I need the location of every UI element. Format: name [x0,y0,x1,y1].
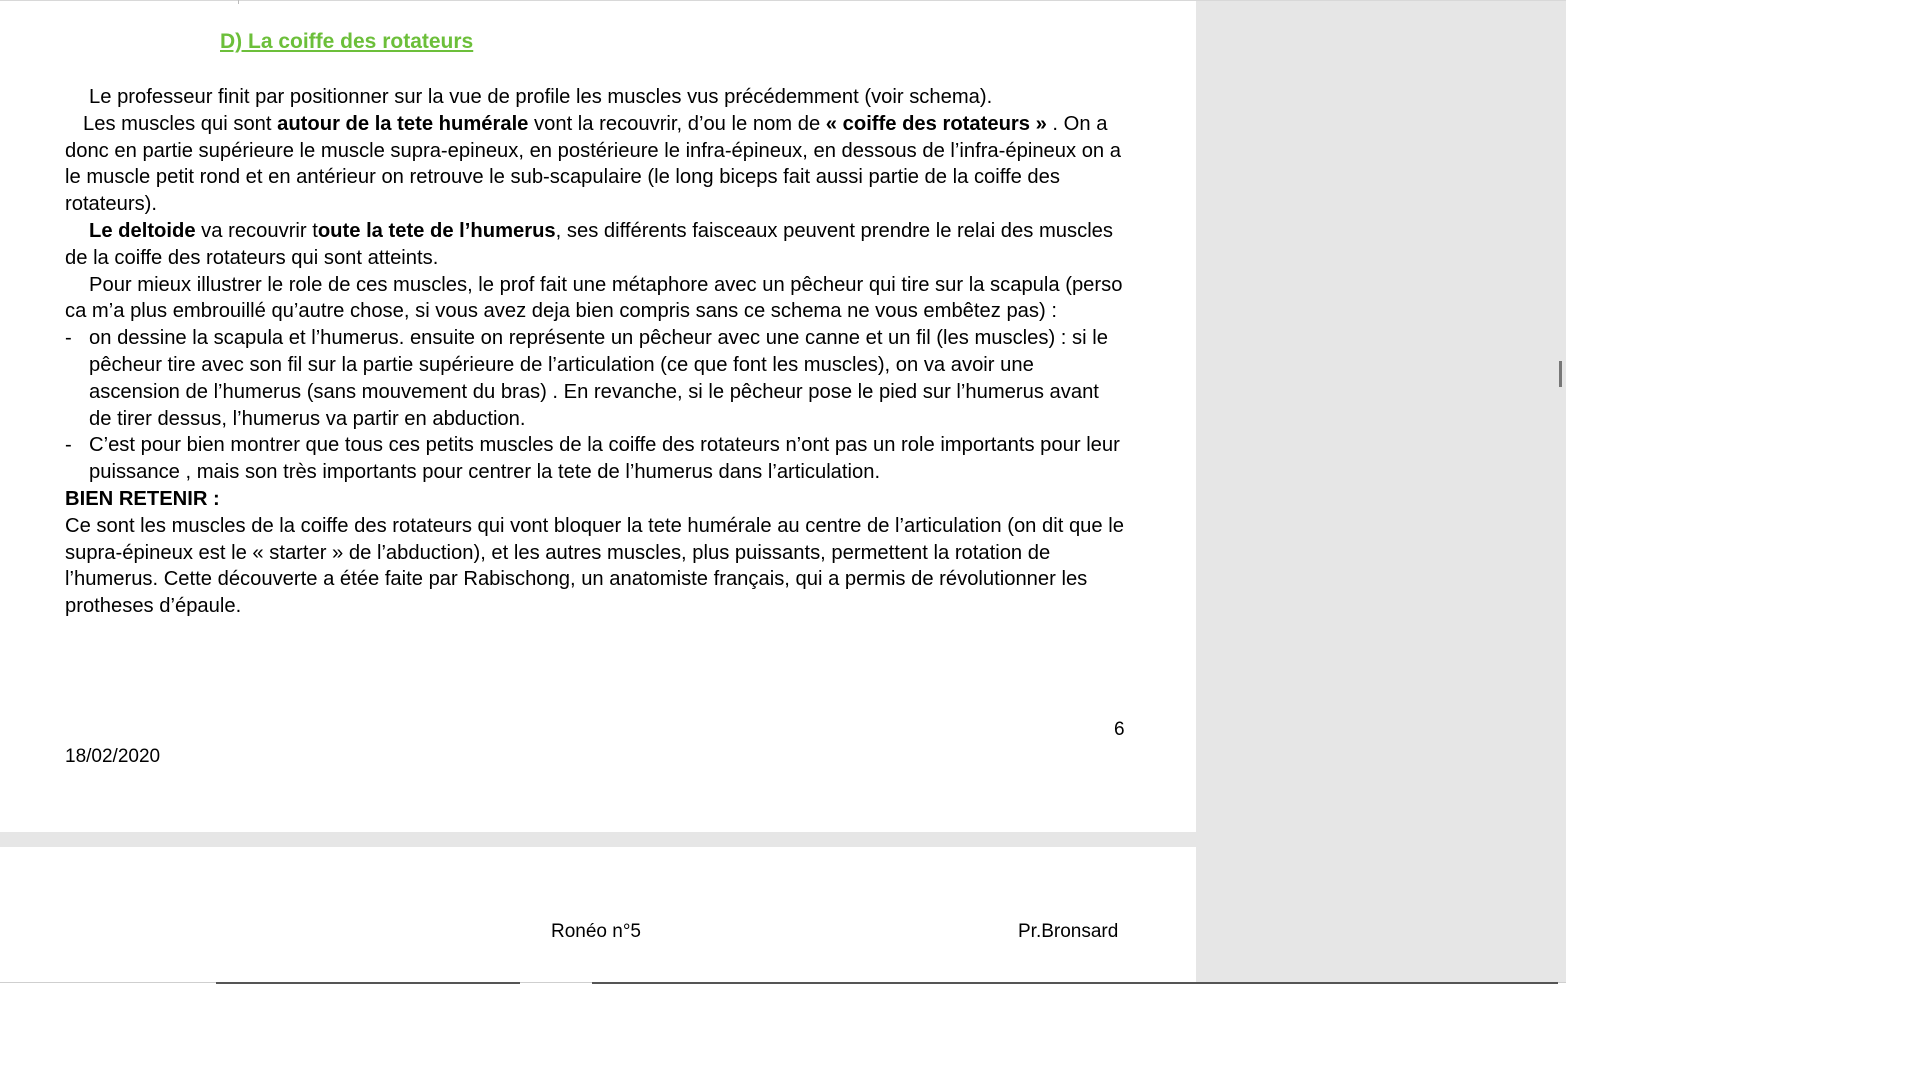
list-item [65,325,1125,432]
bullet-dash: - [65,327,72,350]
bold-text: BIEN RETENIR : [65,487,220,510]
footer-date: 18/02/2020 [65,746,161,767]
retain-heading [65,486,1125,513]
bold-text: « coiffe des rotateurs » [825,112,1047,135]
header-rule [216,982,520,984]
text-run: va recouvrir t [195,219,318,242]
workspace-margin [1196,0,1566,982]
list-item-text: on dessine la scapula et l’humerus. ensuite on représente un pêcheur avec une canne et un fil (les muscles) : si le pêcheur tire avec son fil sur la partie supérieure de l’articulation (ce que font les muscles), on va avoir une ascension de l’humerus (sans mouvement du bras) . En revanche, si le pêcheur pose le pied sur l’humerus avant de tirer dessus, l’humerus va partir en abduction. [89,327,1108,430]
header-rule [592,982,1558,984]
paragraph-coiffe [65,111,1125,218]
text-cursor[interactable] [1559,361,1562,387]
text-run: . On a donc en partie supérieure le muscle supra-epineux, en postérieure le infra-épineux, en dessous de l’infra-épineux on a le muscle petit rond et en antérieur on retrouve le sub-scapulaire (le long biceps fait aussi partie de la coiffe des rotateurs). [65,112,1121,216]
bold-text: Le deltoide [89,219,196,242]
paragraph-retain: Ce sont les muscles de la coiffe des rotateurs qui vont bloquer la tete humérale au centre de l’articulation (on dit que le supra-épineux est le « starter » de l’abduction), et les autres muscles, plus puissants, permettent la rotation de l’humerus. Cette découverte a étée faite par Rabischong, un anatomiste français, qui a permis de révolutionner les protheses d’épaule. [65,514,1124,618]
paragraph-intro: Le professeur finit par positionner sur la vue de profile les muscles vus précédemment (voir schema). [89,86,993,108]
page [0,0,1196,832]
page-number: 6 [1114,719,1125,740]
header-professor: Pr.Bronsard [1018,921,1119,942]
page-top-edge [0,0,1566,1]
bold-text: oute la tete de l’humerus [317,219,556,242]
page-top-tick [238,0,239,4]
page-body [65,84,1125,620]
text-run: Les muscles qui sont [83,112,278,135]
list-item [65,432,1125,486]
page-separator [0,832,1196,847]
text-run: vont la recouvrir, d’ou le nom de [528,112,826,135]
bold-text: autour de la tete humérale [277,112,529,135]
paragraph-metaphore: Pour mieux illustrer le role de ces muscles, le prof fait une métaphore avec un pêcheur qui tire sur la scapula (perso ca m’a plus embrouillé qu’autre chose, si vous avez deja bien compris sans ce schema ne vous embêtez pas) : [65,273,1123,323]
section-title: D) La coiffe des rotateurs [220,30,474,53]
next-page [0,847,1196,982]
bullet-dash: - [65,434,72,457]
header-roneo: Ronéo n°5 [551,921,641,942]
paragraph-deltoide [65,218,1125,272]
list-item-text: C’est pour bien montrer que tous ces petits muscles de la coiffe des rotateurs n’ont pas un role importants pour leur puissance , mais son très importants pour centrer la tete de l’humerus dans l’articulation. [89,434,1120,484]
text-run: , ses différents faisceaux peuvent prendre le relai des muscles de la coiffe des rotateurs qui sont atteints. [65,219,1113,269]
